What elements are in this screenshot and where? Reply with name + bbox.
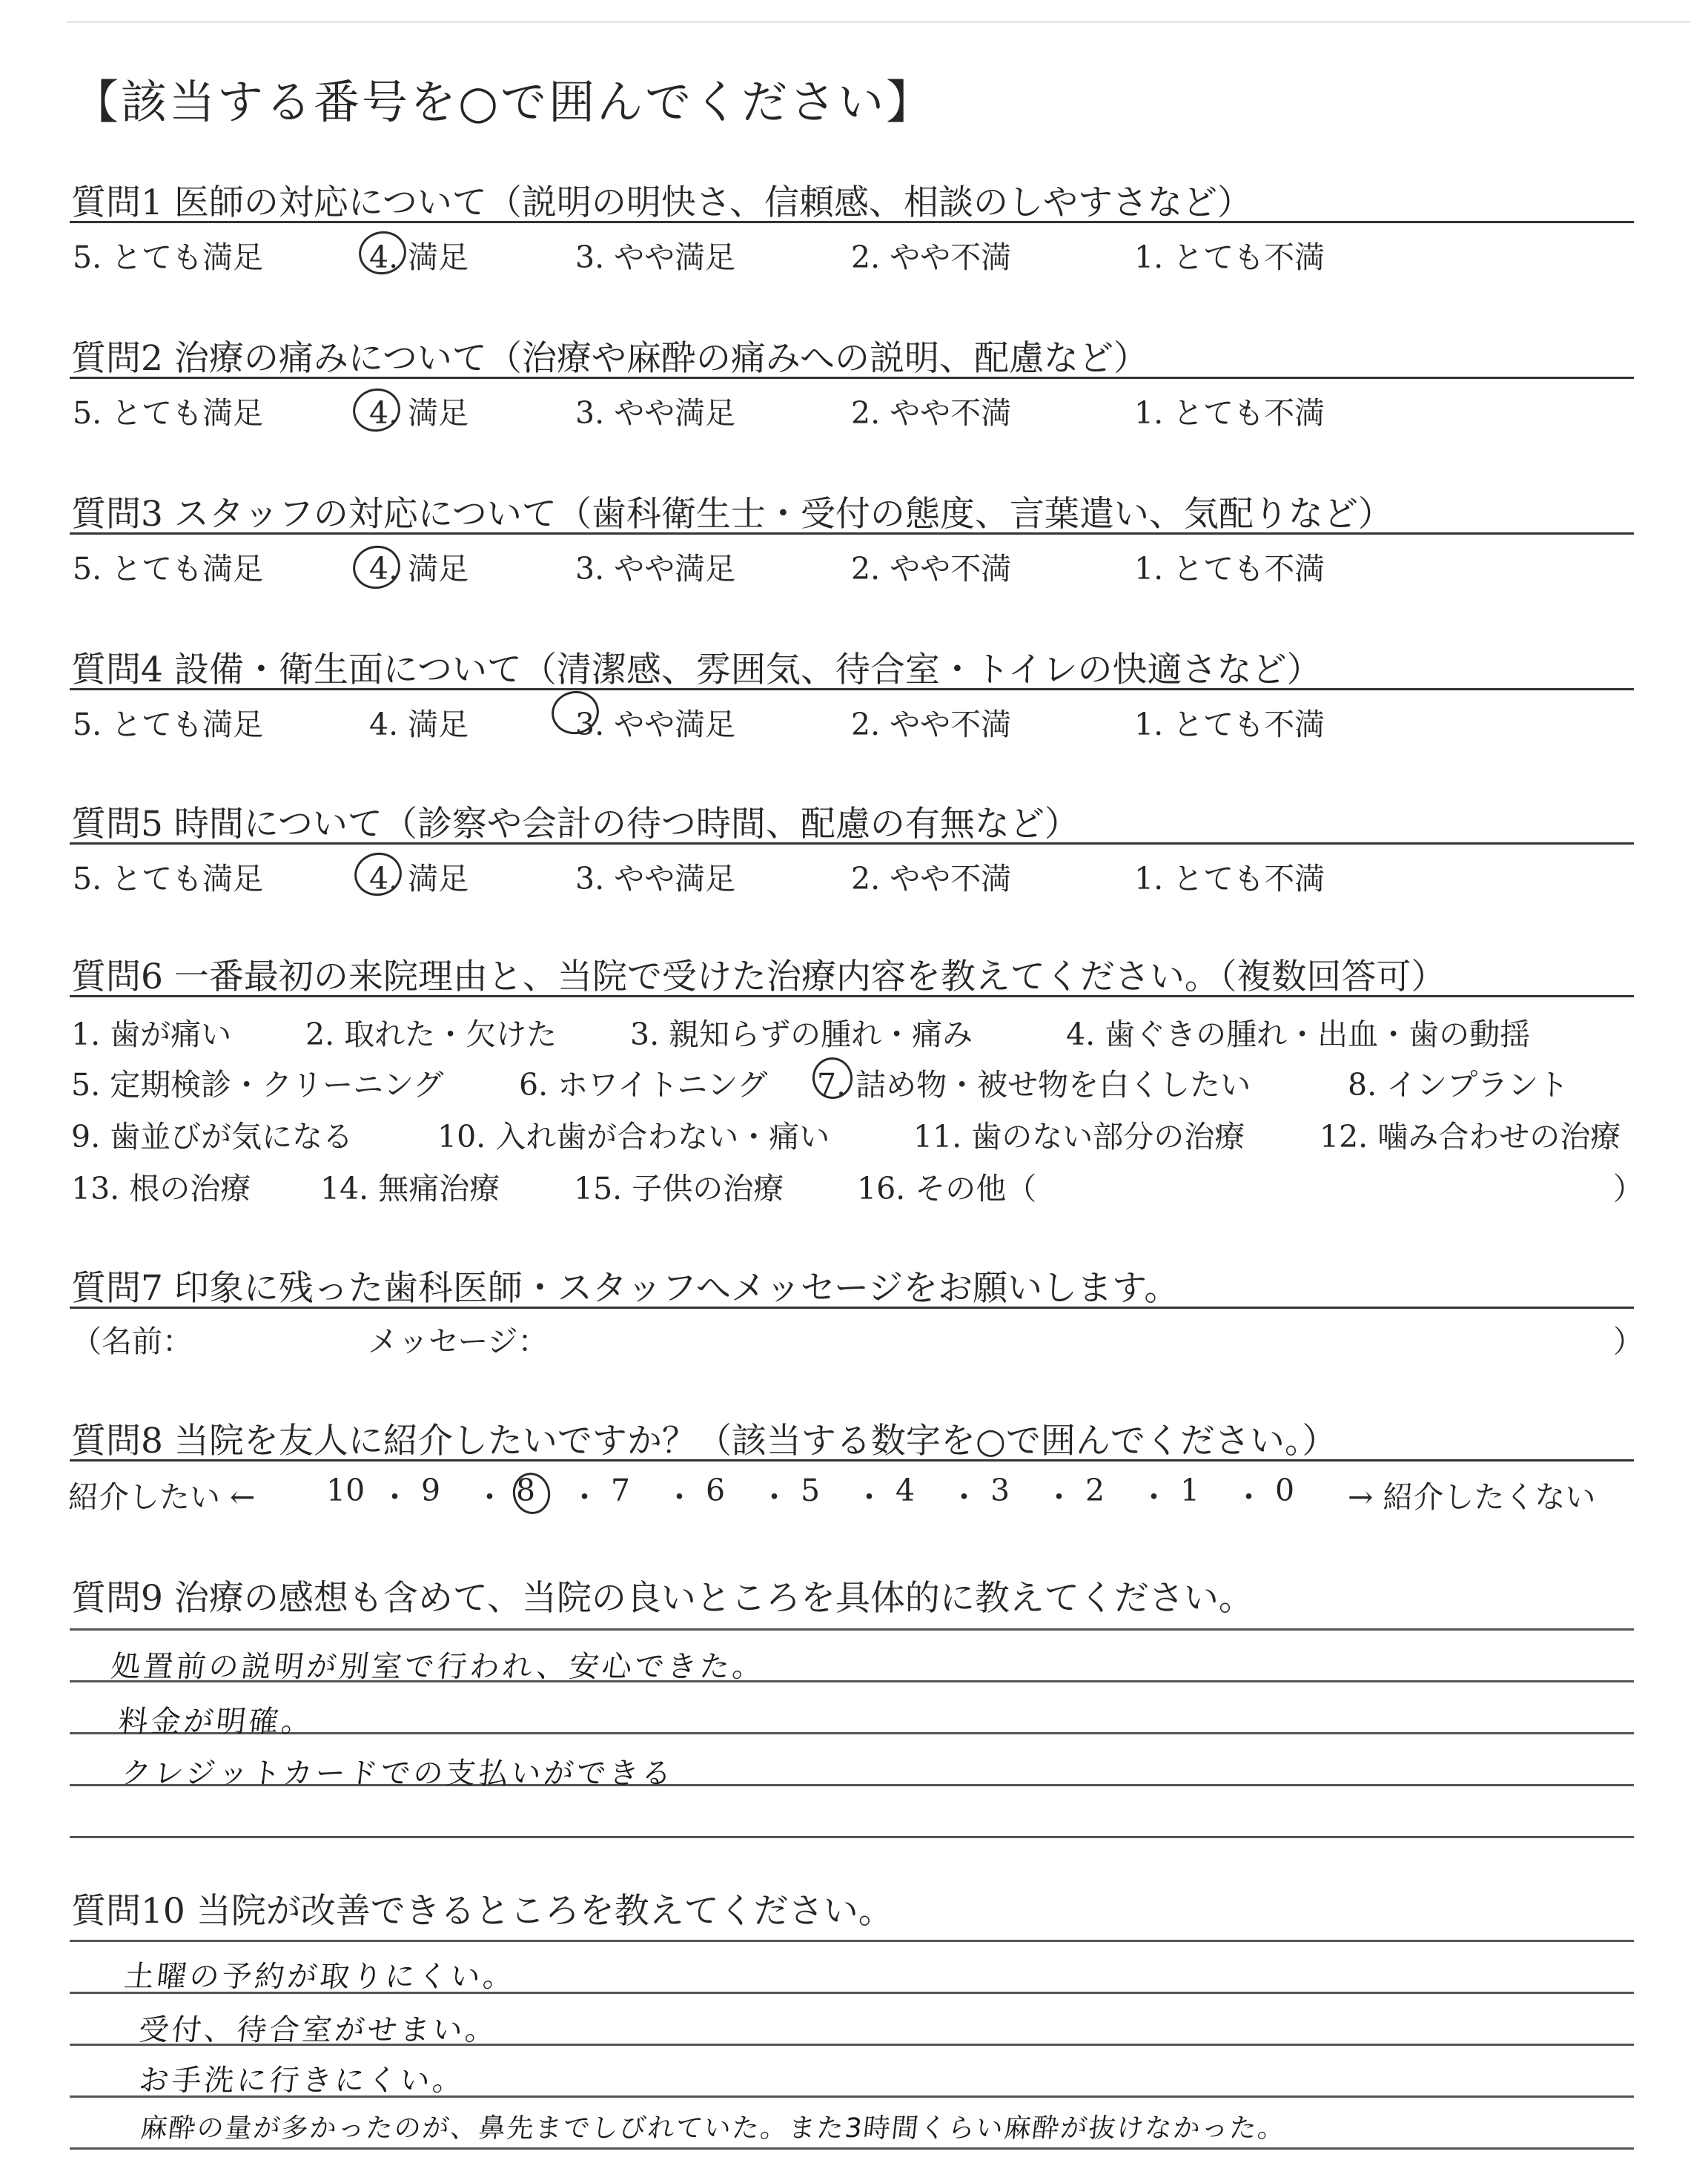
q2-option-4[interactable]: 4. 満足 [369,395,469,431]
q9-line-5 [70,1836,1634,1838]
q8-scale-4[interactable]: 4 [896,1473,916,1508]
q6-title: 質問6 一番最初の来院理由と、当院で受けた治療内容を教えてください。（複数回答可） [71,957,1446,997]
q8-scale-separator: ・ [664,1479,695,1515]
q3-option-2[interactable]: 2. やや不満 [851,551,1012,587]
q6-other-close: ） [1613,1171,1644,1206]
q1-option-1[interactable]: 1. とても不満 [1134,240,1325,275]
q1-rule [70,221,1634,223]
q8-scale-separator: ・ [949,1479,979,1515]
q7-name-label[interactable]: （名前： [71,1324,193,1359]
q3-option-4[interactable]: 4. 満足 [369,551,469,587]
q2-option-2[interactable]: 2. やや不満 [851,395,1012,431]
q10-line-5 [70,2147,1634,2150]
q6-item-7[interactable]: 7. 詰め物・被せ物を白くしたい [817,1067,1251,1103]
q3-option-5[interactable]: 5. とても満足 [73,551,264,587]
q9-answer-3: クレジットカードでの支払いができる [119,1757,676,1791]
q10-answer-2: 受付、待合室がせまい。 [137,2013,500,2047]
q5-option-3[interactable]: 3. やや満足 [575,861,736,896]
q1-option-4[interactable]: 4. 満足 [369,240,469,275]
q8-scale-separator: ・ [759,1479,790,1515]
q8-scale-10[interactable]: 10 [326,1473,365,1508]
q7-message-label[interactable]: メッセージ： [368,1324,549,1359]
q1-title: 質問1 医師の対応について（説明の明快さ、信頼感、相談のしやすさなど） [71,182,1253,223]
q2-option-1[interactable]: 1. とても不満 [1134,395,1325,431]
q8-scale-0[interactable]: 0 [1275,1473,1295,1508]
q7-title: 質問7 印象に残った歯科医師・スタッフへメッセージをお願いします。 [71,1268,1179,1309]
q8-scale-2[interactable]: 2 [1085,1473,1105,1508]
q4-rule [70,688,1634,690]
q10-answer-3: お手洗に行きにくい。 [137,2064,468,2098]
q6-item-13[interactable]: 13. 根の治療 [71,1171,251,1206]
q8-scale-5[interactable]: 5 [801,1473,821,1508]
q10-line-1 [70,1940,1634,1942]
q4-option-3[interactable]: 3. やや満足 [575,707,736,742]
q5-rule [70,842,1634,845]
instruction-title: 【該当する番号を○で囲んでください】 [73,75,935,129]
q8-right-label: → 紹介したくない [1348,1479,1596,1515]
q6-item-5[interactable]: 5. 定期検診・クリーニング [71,1067,444,1103]
q4-option-2[interactable]: 2. やや不満 [851,707,1012,742]
q6-item-3[interactable]: 3. 親知らずの腫れ・痛み [630,1017,973,1052]
q2-option-3[interactable]: 3. やや満足 [575,395,736,431]
q3-option-3[interactable]: 3. やや満足 [575,551,736,587]
q6-item-6[interactable]: 6. ホワイトニング [519,1067,768,1103]
q8-scale-separator: ・ [854,1479,884,1515]
q6-item-11[interactable]: 11. 歯のない部分の治療 [913,1119,1245,1155]
q5-option-2[interactable]: 2. やや不満 [851,861,1012,896]
q6-item-14[interactable]: 14. 無痛治療 [320,1171,500,1206]
q9-answer-1: 処置前の説明が別室で行われ、安心できた。 [109,1650,767,1684]
q6-item-9[interactable]: 9. 歯並びが気になる [71,1119,354,1155]
top-border [67,21,1690,23]
q2-title: 質問2 治療の痛みについて（治療や麻酔の痛みへの説明、配慮など） [71,338,1148,379]
q5-option-5[interactable]: 5. とても満足 [73,861,264,896]
q9-line-1 [70,1628,1634,1631]
q9-title: 質問9 治療の感想も含めて、当院の良いところを具体的に教えてください。 [71,1578,1254,1619]
q8-left-label: 紹介したい ← [68,1479,256,1515]
q6-item-16[interactable]: 16. その他（ [857,1171,1037,1206]
q6-item-10[interactable]: 10. 入れ歯が合わない・痛い [437,1119,830,1155]
q8-rule [70,1459,1634,1462]
q6-item-15[interactable]: 15. 子供の治療 [574,1171,784,1206]
q6-item-8[interactable]: 8. インプラント [1348,1067,1569,1103]
q3-title: 質問3 スタッフの対応について（歯科衛生士・受付の態度、言葉遣い、気配りなど） [71,494,1393,535]
q9-answer-2: 料金が明確。 [116,1705,317,1739]
q1-option-2[interactable]: 2. やや不満 [851,240,1012,275]
q8-scale-separator: ・ [569,1479,600,1515]
q8-scale-7[interactable]: 7 [611,1473,631,1508]
q4-option-1[interactable]: 1. とても不満 [1134,707,1325,742]
q5-option-4[interactable]: 4. 満足 [369,861,469,896]
q2-rule [70,377,1634,379]
q1-option-3[interactable]: 3. やや満足 [575,240,736,275]
q8-scale-9[interactable]: 9 [421,1473,441,1508]
q8-scale-separator: ・ [1139,1479,1169,1515]
q4-option-4[interactable]: 4. 満足 [369,707,469,742]
q6-item-4[interactable]: 4. 歯ぐきの腫れ・出血・歯の動揺 [1066,1017,1531,1052]
q8-scale-separator: ・ [1234,1479,1264,1515]
q2-option-5[interactable]: 5. とても満足 [73,395,264,431]
q5-option-1[interactable]: 1. とても不満 [1134,861,1325,896]
q6-rule [70,995,1634,997]
q8-scale-separator: ・ [1044,1479,1074,1515]
q4-title: 質問4 設備・衛生面について（清潔感、雰囲気、待合室・トイレの快適さなど） [71,650,1322,690]
q10-title: 質問10 当院が改善できるところを教えてください。 [71,1891,893,1932]
q3-option-1[interactable]: 1. とても不満 [1134,551,1325,587]
q6-item-2[interactable]: 2. 取れた・欠けた [305,1017,557,1052]
q10-answer-1: 土曜の予約が取りにくい。 [122,1960,518,1994]
q6-item-12[interactable]: 12. 噛み合わせの治療 [1320,1119,1621,1155]
q8-title: 質問8 当院を友人に紹介したいですか？（該当する数字を○で囲んでください。） [71,1421,1337,1462]
q3-rule [70,532,1634,535]
q8-scale-8[interactable]: 8 [516,1473,536,1508]
q8-scale-1[interactable]: 1 [1180,1473,1200,1508]
q10-answer-4: 麻酔の量が多かったのが、鼻先までしびれていた。また3時間くらい麻酔が抜けなかった。 [139,2113,1288,2144]
q1-option-5[interactable]: 5. とても満足 [73,240,264,275]
q6-item-1[interactable]: 1. 歯が痛い [71,1017,232,1052]
q5-title: 質問5 時間について（診察や会計の待つ時間、配慮の有無など） [71,804,1079,845]
q8-scale-6[interactable]: 6 [706,1473,726,1508]
q7-close: ） [1613,1324,1644,1359]
q8-scale-3[interactable]: 3 [990,1473,1010,1508]
q8-scale-separator: ・ [474,1479,505,1515]
q4-option-5[interactable]: 5. とても満足 [73,707,264,742]
q7-rule [70,1307,1634,1309]
q8-scale-separator: ・ [380,1479,410,1515]
